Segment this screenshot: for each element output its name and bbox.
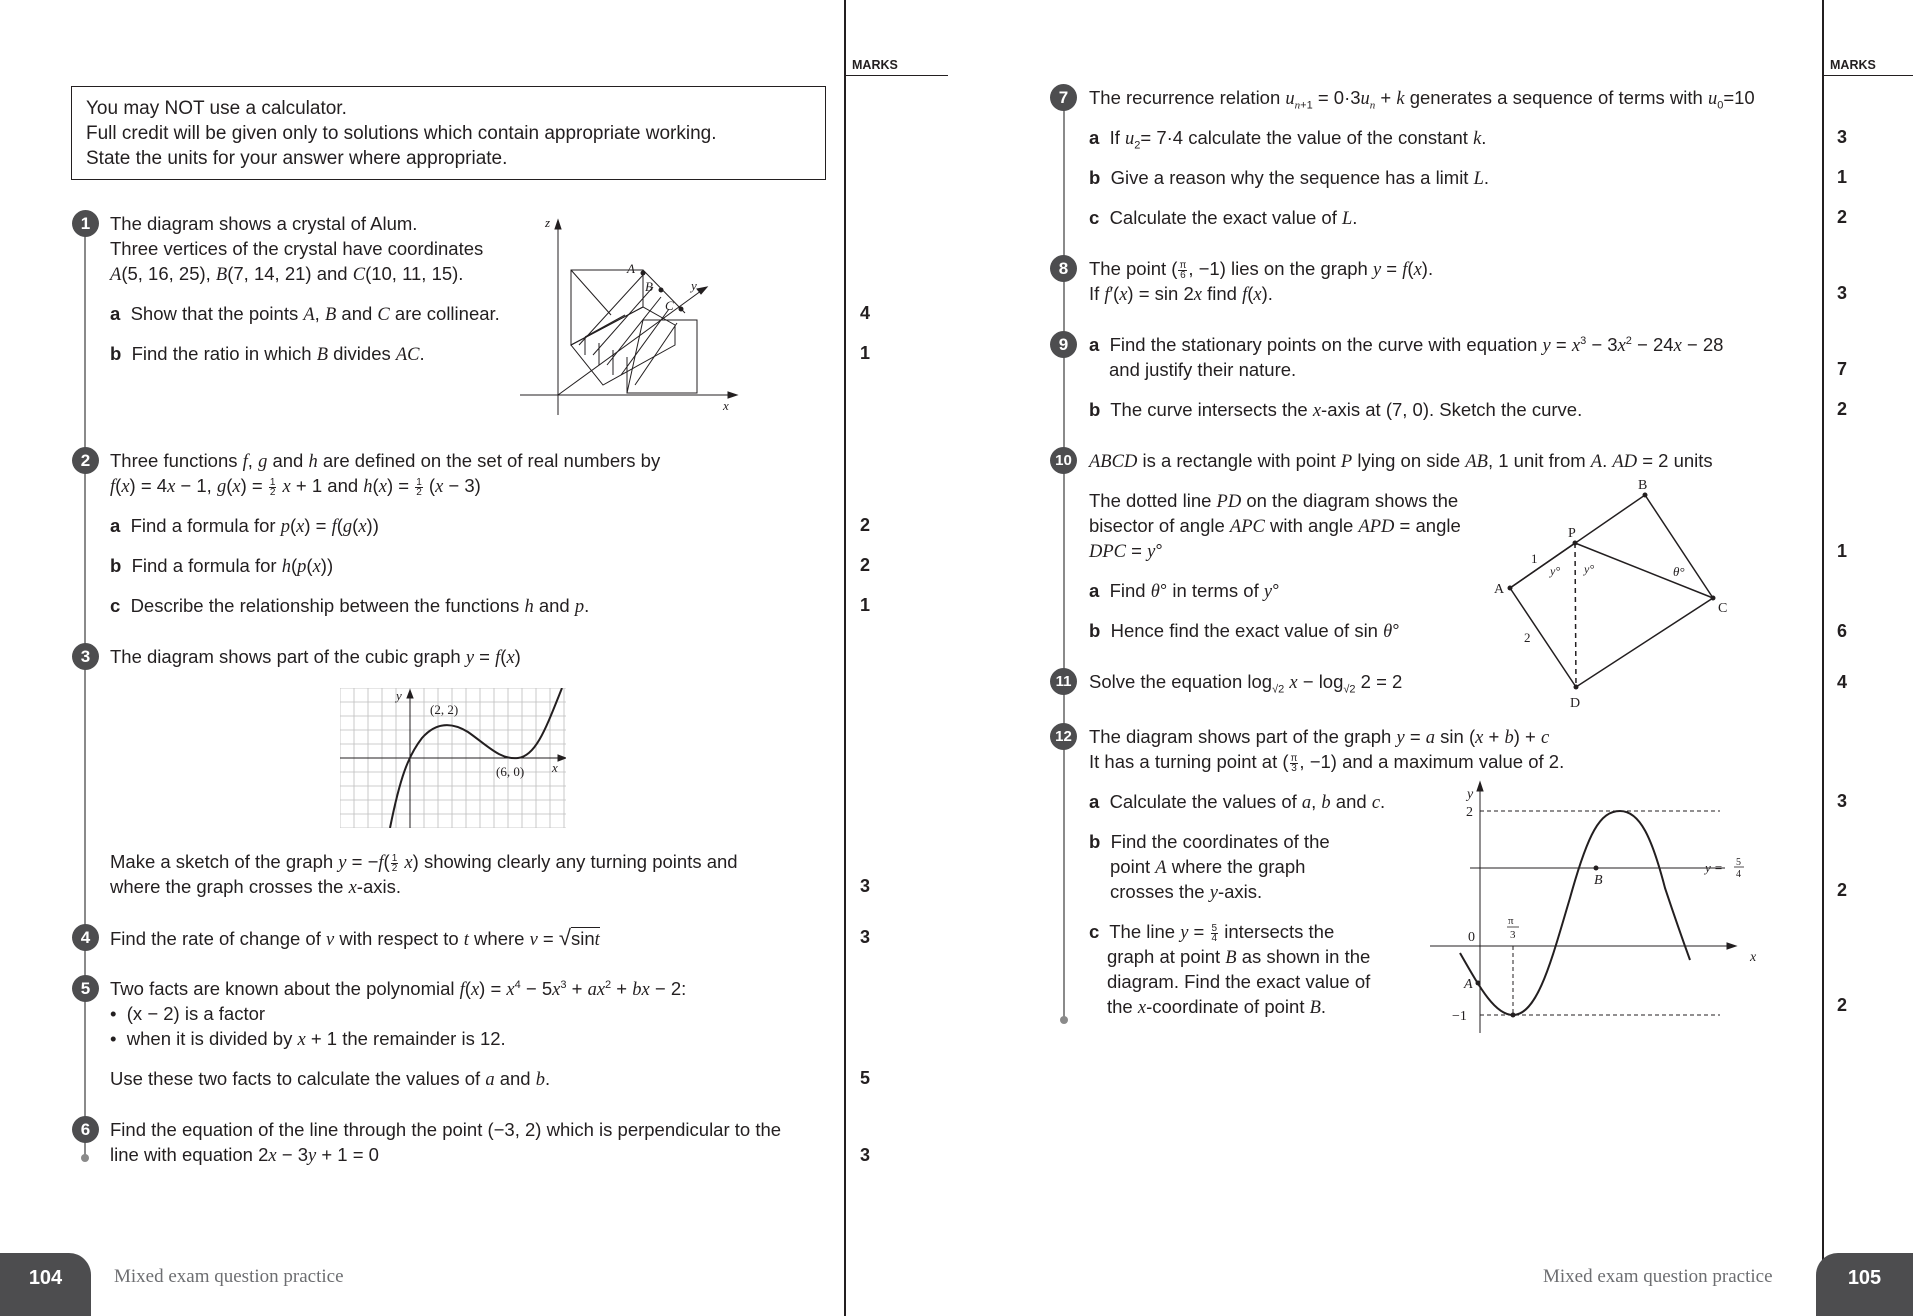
- q6-line-1: Find the equation of the line through the point (−3, 2) which is perpendicular to the: [110, 1119, 782, 1140]
- rect-angle-theta: θ°: [1673, 564, 1685, 579]
- crystal-y-label: y: [691, 278, 697, 293]
- cubic-graph: [340, 688, 566, 828]
- question-number-1: 1: [72, 210, 99, 237]
- question-number-3: 3: [72, 643, 99, 670]
- rect-side-1: 1: [1531, 551, 1538, 566]
- q12c-line-4: the x-coordinate of point B.: [1107, 996, 1327, 1018]
- q12a-label: a: [1089, 791, 1100, 812]
- q8-mark: 3: [1837, 283, 1848, 303]
- instruction-line-1: You may NOT use a calculator.: [86, 98, 347, 119]
- left-question-timeline: [84, 222, 86, 1159]
- q12c-line-2: graph at point B as shown in the: [1107, 946, 1371, 968]
- rect-angle-y-left: y°: [1550, 564, 1561, 578]
- question-number-8: 8: [1050, 255, 1077, 282]
- question-number-6: 6: [72, 1116, 99, 1143]
- sine-tick-pi: π: [1508, 915, 1514, 927]
- q12b-mark: 2: [1837, 880, 1848, 900]
- q7b-label: b: [1089, 167, 1101, 188]
- question-number-7: 7: [1050, 84, 1077, 111]
- q3-line-3: where the graph crosses the x-axis.: [110, 876, 401, 898]
- q1-line-2: Three vertices of the crystal have coordinates: [110, 238, 484, 259]
- q3-line-2: Make a sketch of the graph y = −f( $\frac{1}{2}$ x) showing clearly any turning points and: [110, 851, 738, 874]
- rect-point-B: B: [1638, 478, 1648, 493]
- q12b-label: b: [1089, 831, 1101, 852]
- q1-line-3: A(5, 16, 25), B(7, 14, 21) and C(10, 11, 15).: [110, 263, 464, 285]
- rect-point-C: C: [1718, 601, 1728, 616]
- q12b-line-1: b Find the coordinates of the: [1089, 831, 1330, 852]
- q5-bullet-2: • when it is divided by x + 1 the remainder is 12.: [110, 1028, 506, 1050]
- q10a-mark: 1: [1837, 541, 1848, 561]
- crystal-x-label: x: [723, 398, 729, 413]
- q3-mark: 3: [860, 876, 871, 896]
- q5-bullet-1-text: (x − 2) is a factor: [126, 1003, 266, 1024]
- q5-mark: 5: [860, 1068, 871, 1088]
- q4-mark: 3: [860, 927, 871, 947]
- q3-line-1: The diagram shows part of the cubic graph y = f(x): [110, 646, 521, 668]
- q9a-line-2: and justify their nature.: [1109, 359, 1297, 380]
- instruction-line-2: Full credit will be given only to solutions which contain appropriate working.: [86, 123, 717, 144]
- sine-point-B: B: [1594, 873, 1603, 888]
- crystal-point-A: A: [627, 261, 635, 276]
- sine-line-frac-num: 5: [1736, 857, 1741, 868]
- right-page-divider: [1822, 0, 1824, 1316]
- q1b: b Find the ratio in which B divides AC.: [110, 343, 425, 365]
- q7b: b Give a reason why the sequence has a limit L.: [1089, 167, 1490, 189]
- q12-line-2: It has a turning point at ( $\frac{\pi}{3}$ , −1) and a maximum value of 2.: [1089, 751, 1565, 774]
- q9a-label: a: [1089, 334, 1100, 355]
- sine-tick-3: 3: [1510, 929, 1516, 941]
- q12-line-1: The diagram shows part of the graph y = a sin (x + b) + c: [1089, 726, 1550, 748]
- cubic-turning-point-min: (6, 0): [496, 764, 525, 779]
- question-number-9: 9: [1050, 331, 1077, 358]
- q2a-label: a: [110, 515, 121, 536]
- q1a-label: a: [110, 303, 121, 324]
- cubic-y-label: y: [396, 688, 402, 703]
- q6-line-2: line with equation 2x − 3y + 1 = 0: [110, 1144, 379, 1166]
- q4-line-1: Find the rate of change of v with respect to t where v = √sint: [110, 925, 600, 950]
- instruction-line-3: State the units for your answer where appropriate.: [86, 148, 508, 169]
- left-page-divider: [844, 0, 846, 1316]
- question-number-2: 2: [72, 447, 99, 474]
- q2c-mark: 1: [860, 595, 871, 615]
- q7-line-1: The recurrence relation $u_{n+1} = 0\cdot 3u_n + k$ generates a sequence of terms with $u_0=10$: [1089, 87, 1755, 112]
- q10-line-4: DPC = y°: [1089, 540, 1163, 562]
- q11-line-1: Solve the equation $\log_{√2} x - \log_{√2} 2 = 2$: [1089, 671, 1403, 696]
- sine-graph: [1420, 778, 1760, 1033]
- q7a-mark: 3: [1837, 127, 1848, 147]
- q10a-label: a: [1089, 580, 1100, 601]
- question-number-11: 11: [1050, 668, 1077, 695]
- q12c-mark: 2: [1837, 995, 1848, 1015]
- q7c-label: c: [1089, 207, 1100, 228]
- q12c-line-3: diagram. Find the exact value of: [1107, 971, 1371, 992]
- q10-line-3: bisector of angle APC with angle APD = angle: [1089, 515, 1461, 537]
- q1a: a Show that the points A, B and C are collinear.: [110, 303, 500, 325]
- q11-mark: 4: [1837, 672, 1848, 692]
- sine-tick-2: 2: [1466, 805, 1473, 820]
- q2b-mark: 2: [860, 555, 871, 575]
- q1b-mark: 1: [860, 343, 871, 363]
- q12c-label: c: [1089, 921, 1100, 942]
- q2b: b Find a formula for h(p(x)): [110, 555, 334, 577]
- left-marks-rule: [846, 75, 948, 76]
- question-number-10: 10: [1050, 447, 1077, 474]
- q10a: a Find θ° in terms of y°: [1089, 580, 1280, 602]
- rectangle-diagram: [1488, 475, 1738, 715]
- crystal-point-C: C: [665, 298, 674, 313]
- crystal-point-B: B: [645, 279, 653, 294]
- right-question-timeline: [1063, 98, 1065, 1018]
- q10b: b Hence find the exact value of sin θ°: [1089, 620, 1400, 642]
- instructions-box: [71, 86, 826, 180]
- q2a: a Find a formula for p(x) = f(g(x)): [110, 515, 379, 537]
- rect-side-2: 2: [1524, 630, 1531, 645]
- q1b-text: Find the ratio in which: [131, 343, 312, 364]
- q12b-line-3: crosses the y-axis.: [1110, 881, 1263, 903]
- q2-line-2: f(x) = 4x − 1, g(x) = $\frac{1}{2}$ x + 1 and h(x) = $\frac{1}{2}$ (x − 3): [110, 475, 481, 498]
- footer-title-left: Mixed exam question practice: [114, 1266, 344, 1287]
- rect-point-A: A: [1494, 582, 1505, 597]
- q7a: a If $u_2= 7\cdot 4$ calculate the value of the constant k.: [1089, 127, 1487, 152]
- right-timeline-end-dot: [1060, 1016, 1068, 1024]
- question-number-5: 5: [72, 975, 99, 1002]
- q9b: b The curve intersects the x-axis at (7, 0). Sketch the curve.: [1089, 399, 1583, 421]
- cubic-turning-point-max: (2, 2): [430, 702, 459, 717]
- q7c: c Calculate the exact value of L.: [1089, 207, 1358, 229]
- marks-header-right: MARKS: [1830, 58, 1876, 72]
- crystal-z-label: z: [545, 215, 551, 230]
- q12a: a Calculate the values of a, b and c.: [1089, 791, 1386, 813]
- q6-mark: 3: [860, 1145, 871, 1165]
- q10-line-1: ABCD is a rectangle with point P lying on side AB, 1 unit from A. AD = 2 units: [1089, 450, 1713, 472]
- sine-line-label: y =: [1705, 860, 1723, 875]
- crystal-diagram: [515, 215, 740, 425]
- page-number-left: 104: [0, 1253, 91, 1316]
- rect-point-P: P: [1568, 526, 1576, 541]
- q2c-label: c: [110, 595, 121, 616]
- sine-tick-neg1: −1: [1452, 1009, 1467, 1024]
- q5-bullet-1: • (x − 2) is a factor: [110, 1003, 266, 1024]
- q9b-mark: 2: [1837, 399, 1848, 419]
- q8-line-1: The point ( $\frac{\pi}{6}$ , −1) lies on the graph y = f(x).: [1089, 258, 1434, 281]
- sine-line-frac-den: 4: [1736, 869, 1741, 880]
- q5-line-1: Two facts are known about the polynomial $f(x) = x^4 - 5x^3 + ax^2$ + bx − 2:: [110, 978, 687, 1000]
- q10-line-2: The dotted line PD on the diagram shows the: [1089, 490, 1459, 512]
- q2b-label: b: [110, 555, 122, 576]
- q1b-label: b: [110, 343, 122, 364]
- page-number-right: 105: [1816, 1253, 1913, 1316]
- cubic-x-label: x: [552, 760, 558, 775]
- q5-line-4: Use these two facts to calculate the values of a and b.: [110, 1068, 551, 1090]
- sine-x-label: x: [1750, 950, 1757, 965]
- sine-y-label: y: [1467, 787, 1474, 802]
- q9a-line-1: a Find the stationary points on the curve with equation $y = x^3 - 3x^2 - 24x - 28$: [1089, 334, 1724, 356]
- q9b-label: b: [1089, 399, 1101, 420]
- q8-line-2: If f′(x) = sin 2x find f(x).: [1089, 283, 1273, 305]
- q2a-mark: 2: [860, 515, 871, 535]
- q10b-mark: 6: [1837, 621, 1848, 641]
- sine-origin-0: 0: [1468, 930, 1475, 945]
- q2c: c Describe the relationship between the functions h and p.: [110, 595, 590, 617]
- q2-line-1: Three functions f, g and h are defined on the set of real numbers by: [110, 450, 661, 472]
- q7b-mark: 1: [1837, 167, 1848, 187]
- q12a-mark: 3: [1837, 791, 1848, 811]
- footer-title-right: Mixed exam question practice: [1543, 1266, 1773, 1287]
- sine-point-A: A: [1464, 977, 1473, 992]
- q7c-mark: 2: [1837, 207, 1848, 227]
- rect-angle-y-right: y°: [1584, 562, 1595, 576]
- question-number-12: 12: [1050, 723, 1077, 750]
- marks-header-left: MARKS: [852, 58, 898, 72]
- question-number-4: 4: [72, 924, 99, 951]
- q7a-label: a: [1089, 127, 1100, 148]
- q9a-mark: 7: [1837, 359, 1848, 379]
- q1-line-1: The diagram shows a crystal of Alum.: [110, 213, 418, 234]
- rect-point-D: D: [1570, 696, 1581, 711]
- q1a-text: Show that the points: [130, 303, 299, 324]
- timeline-end-dot: [81, 1154, 89, 1162]
- right-marks-rule: [1824, 75, 1913, 76]
- q1a-mark: 4: [860, 303, 871, 323]
- q12c-line-1: c The line y = $\frac{5}{4}$ intersects the: [1089, 921, 1335, 944]
- q12b-line-2: point A where the graph: [1110, 856, 1306, 878]
- q10b-label: b: [1089, 620, 1101, 641]
